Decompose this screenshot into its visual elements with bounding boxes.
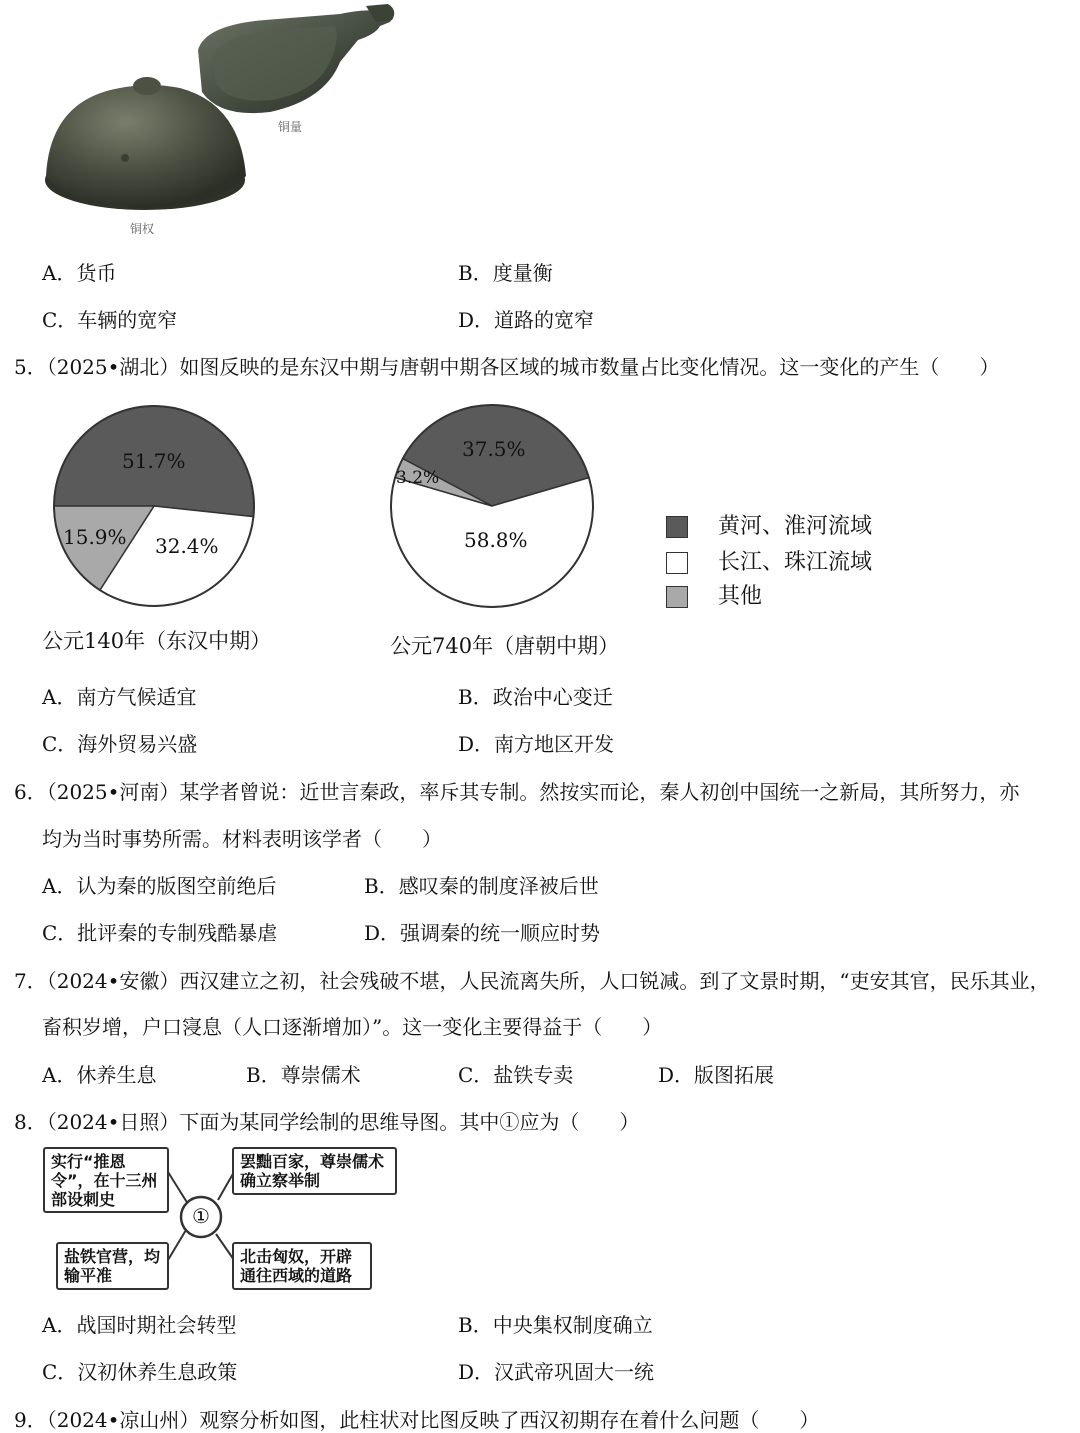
q5-option-d[interactable]: D．南方地区开发 [458, 732, 615, 756]
q8-stem: 8．（2024•日照）下面为某同学绘制的思维导图。其中①应为（ ） [14, 1110, 640, 1134]
q7-stem-line1: 7．（2024•安徽）西汉建立之初，社会残破不堪，人民流离失所，人口锐减。到了文景时期，“吏安其官，民乐其业， [14, 969, 1050, 993]
q4-option-d[interactable]: D．道路的宽窄 [458, 308, 595, 332]
q9-stem: 9．（2024•凉山州）观察分析如图，此柱状对比图反映了西汉初期存在着什么问题（ ） [14, 1408, 820, 1432]
q8-option-b[interactable]: B．中央集权制度确立 [458, 1313, 653, 1337]
pie2-caption: 公元740年（唐朝中期） [390, 634, 620, 658]
pie-chart-east-han [52, 404, 256, 608]
pie1-caption: 公元140年（东汉中期） [42, 629, 272, 653]
q8-option-d[interactable]: D．汉武帝巩固大一统 [458, 1360, 655, 1384]
pie2-label-yellow-huai: 37.5% [462, 437, 526, 461]
q5-option-c[interactable]: C．海外贸易兴盛 [42, 732, 198, 756]
q4-option-a[interactable]: A．货币 [42, 261, 117, 285]
liang-caption: 铜量 [278, 120, 303, 134]
q8-option-c[interactable]: C．汉初休养生息政策 [42, 1360, 238, 1384]
q7-option-d[interactable]: D．版图拓展 [658, 1063, 775, 1087]
q6-option-c[interactable]: C．批评秦的专制残酷暴虐 [42, 921, 278, 945]
q4-option-b[interactable]: B．度量衡 [458, 261, 553, 285]
bronze-measures-figure [40, 0, 400, 240]
pie-chart-tang [389, 403, 595, 609]
q6-option-b[interactable]: B．感叹秦的制度泽被后世 [364, 874, 599, 898]
legend-swatch-dark [666, 516, 688, 538]
q7-option-b[interactable]: B．尊崇儒术 [246, 1063, 361, 1087]
legend-swatch-gray [666, 586, 688, 608]
q6-option-a[interactable]: A．认为秦的版图空前绝后 [42, 874, 277, 898]
q6-option-d[interactable]: D．强调秦的统一顺应时势 [364, 921, 601, 945]
q5-option-b[interactable]: B．政治中心变迁 [458, 685, 613, 709]
q4-option-c[interactable]: C．车辆的宽窄 [42, 308, 178, 332]
quan-caption: 铜权 [130, 222, 155, 236]
legend-label: 其他 [718, 584, 763, 609]
legend-label: 长江、珠江流域 [718, 550, 873, 575]
mind-map-bottom-right: 北击匈奴，开辟通往西域的道路 [232, 1242, 372, 1290]
q5-option-a[interactable]: A．南方气候适宜 [42, 685, 197, 709]
mind-map-bottom-left: 盐铁官营，均输平准 [56, 1242, 169, 1290]
q8-option-a[interactable]: A．战国时期社会转型 [42, 1313, 237, 1337]
pie2-label-other: 3.2% [396, 468, 440, 488]
pie2-label-yangtze-pearl: 58.8% [464, 528, 528, 552]
legend-item-yangtze-pearl [666, 545, 872, 576]
pie1-label-yangtze-pearl: 32.4% [155, 534, 219, 558]
bronze-liang-image [198, 4, 394, 113]
pie1-label-yellow-huai: 51.7% [122, 449, 186, 473]
q7-stem-line2: 畜积岁增，户口寖息（人口逐渐增加）”。这一变化主要得益于（ ） [42, 1015, 663, 1039]
q6-stem-line2: 均为当时事势所需。材料表明该学者（ ） [42, 827, 442, 851]
q6-stem-line1: 6．（2025•河南）某学者曾说：近世言秦政，率斥其专制。然按实而论，秦人初创中国统一之新局，其所努力，亦 [14, 780, 1020, 804]
q5-stem: 5．（2025•湖北）如图反映的是东汉中期与唐朝中期各区域的城市数量占比变化情况。这一变化的产生（ ） [14, 355, 1000, 379]
legend-item-yellow-huai [666, 509, 872, 540]
legend-label: 黄河、淮河流域 [718, 514, 873, 539]
mind-map-center: ① [192, 1204, 210, 1228]
mind-map-top-right: 罢黜百家，尊崇儒术确立察举制 [232, 1147, 397, 1195]
legend-swatch-white [666, 552, 688, 574]
mind-map-top-left: 实行“推恩令”，在十三州部设刺史 [43, 1147, 169, 1213]
mind-map [40, 1142, 400, 1297]
q7-option-a[interactable]: A．休养生息 [42, 1063, 157, 1087]
legend-item-other [666, 579, 762, 610]
q7-option-c[interactable]: C．盐铁专卖 [458, 1063, 574, 1087]
pie1-label-other: 15.9% [63, 525, 127, 549]
